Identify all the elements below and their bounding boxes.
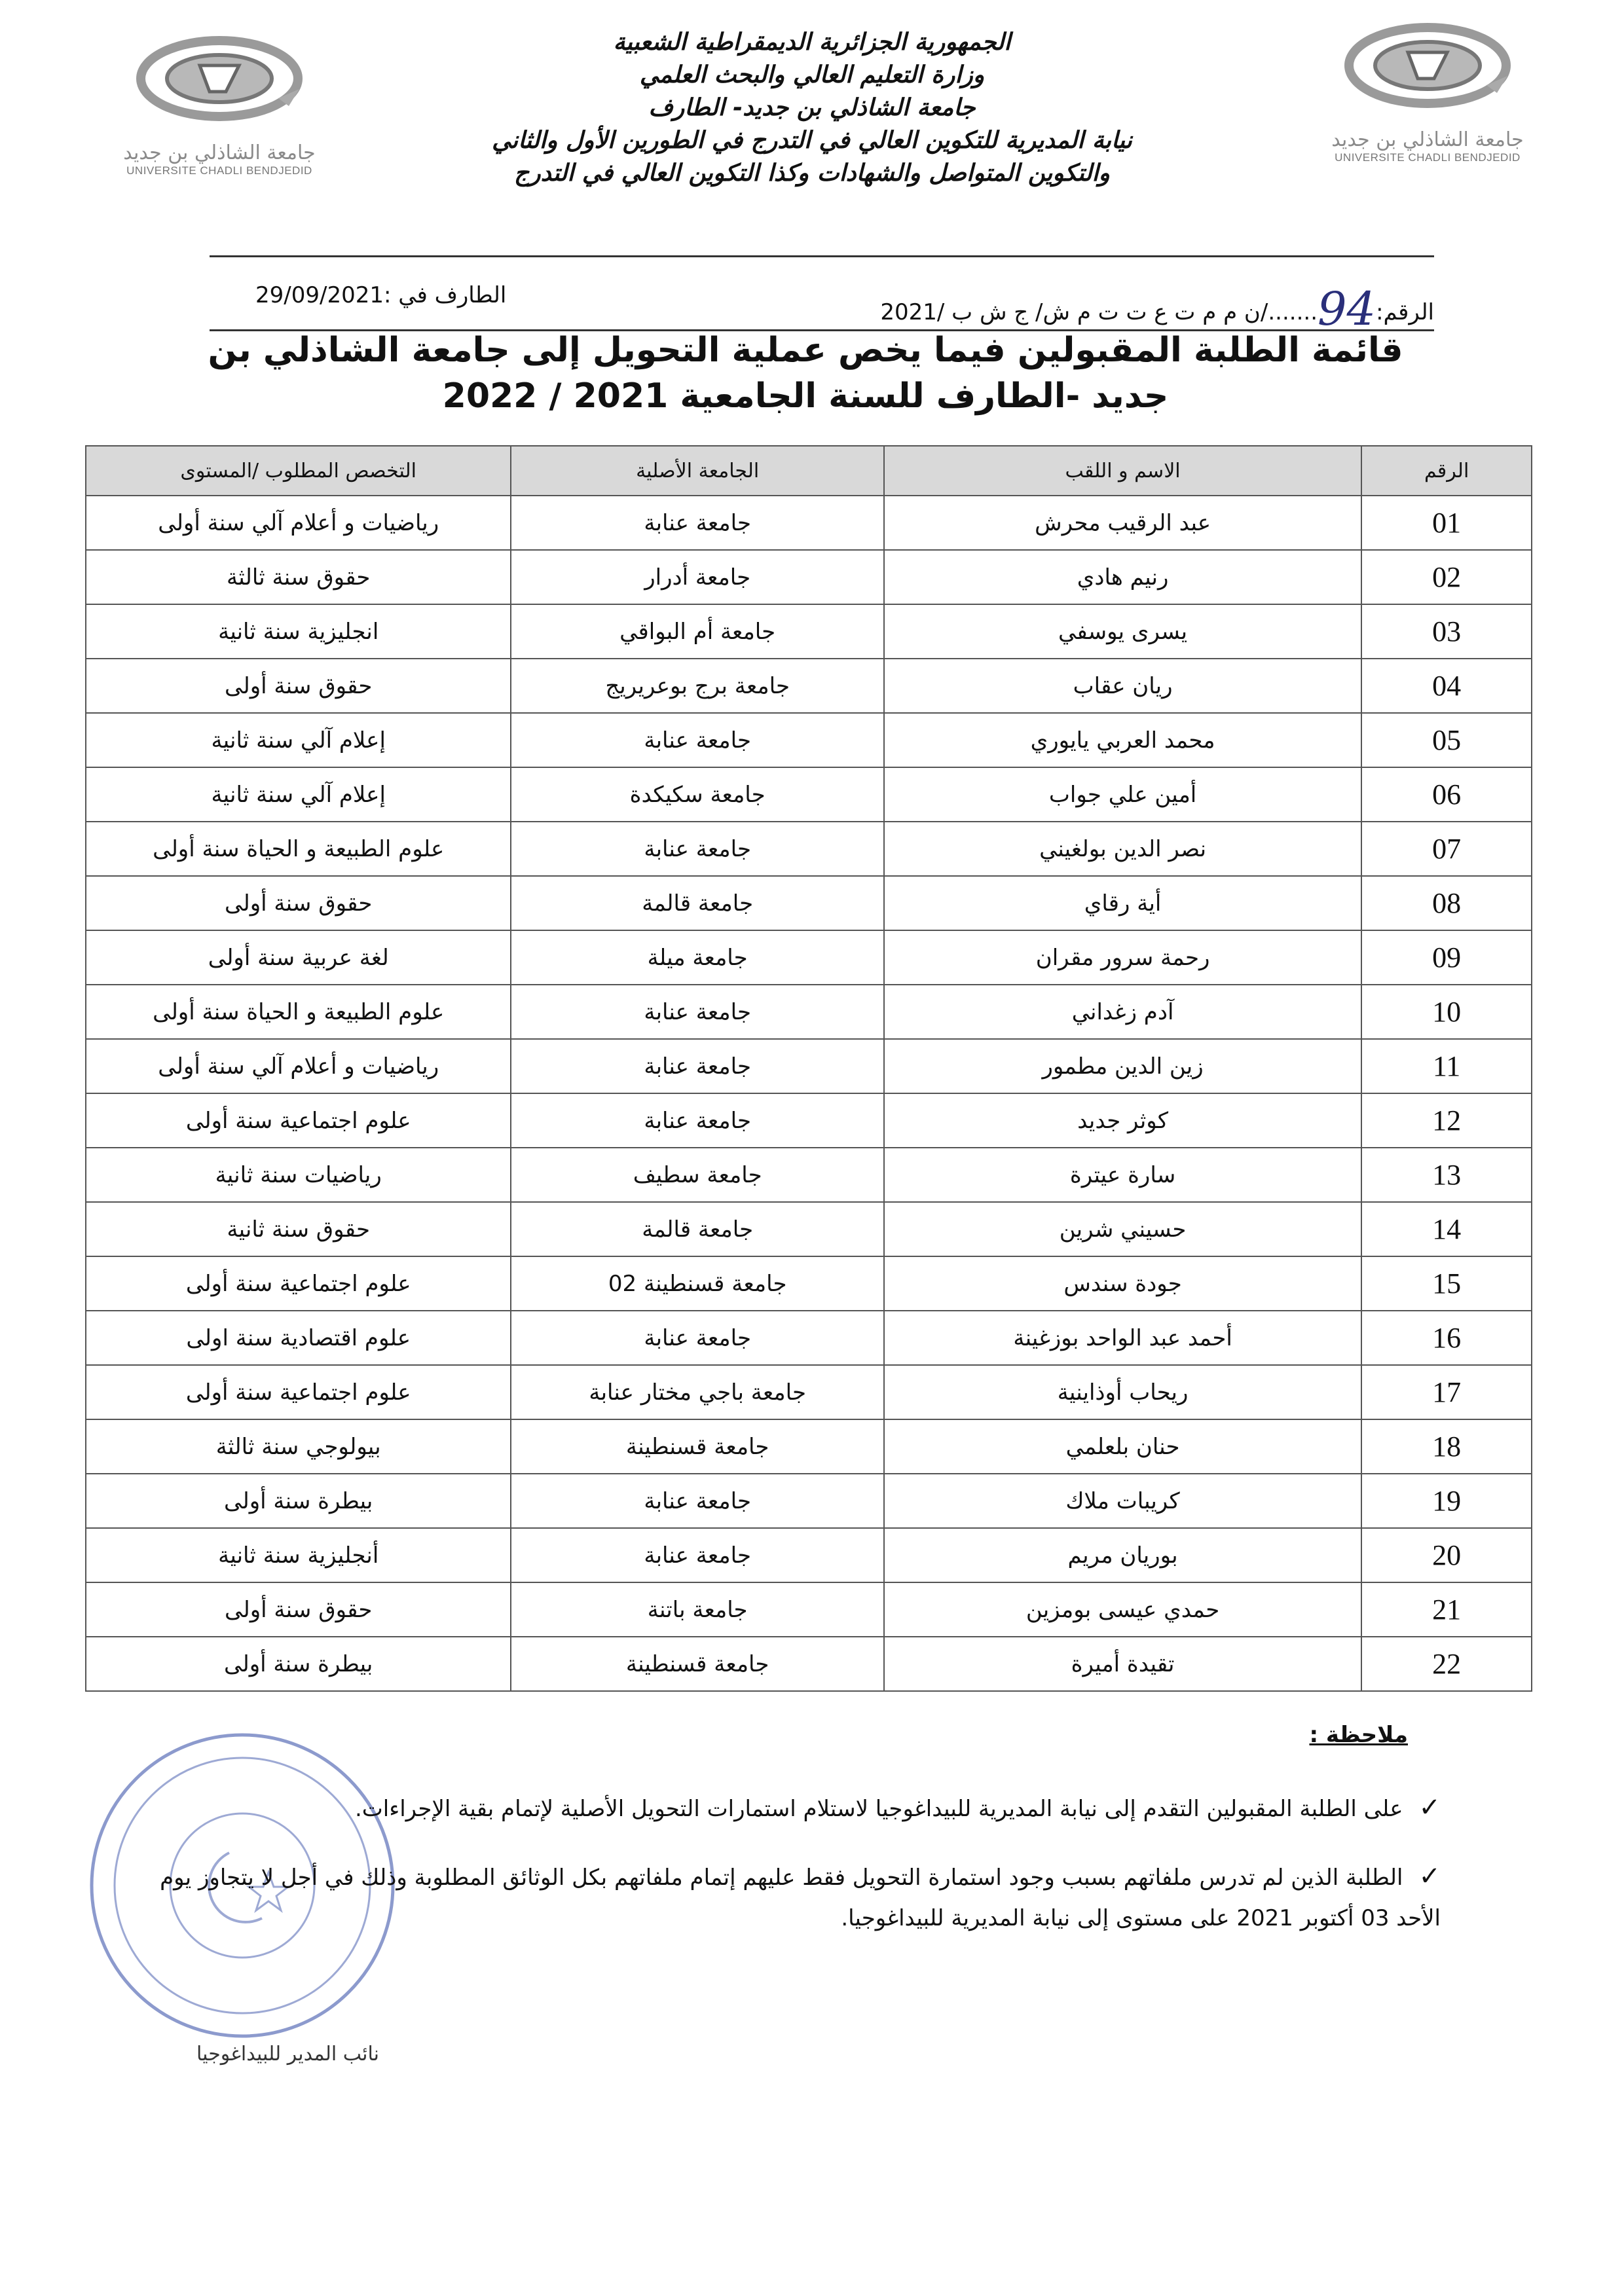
- origin-university: جامعة عنابة: [511, 1474, 884, 1528]
- student-name: آدم زغداني: [884, 985, 1361, 1039]
- reference-number: [880, 277, 1434, 336]
- requested-specialty: علوم اجتماعية سنة أولى: [86, 1093, 511, 1148]
- student-name: محمد العربي يايوري: [884, 713, 1361, 767]
- student-name: أحمد عبد الواحد بوزغينة: [884, 1311, 1361, 1365]
- origin-university: جامعة قسنطينة: [511, 1637, 884, 1691]
- university-emblem-icon: [128, 26, 311, 137]
- row-number: 15: [1361, 1256, 1532, 1311]
- university-emblem-icon: [1336, 13, 1519, 124]
- table-row: [86, 1419, 1532, 1474]
- origin-university: جامعة برج بوعريريج: [511, 659, 884, 713]
- origin-university: جامعة عنابة: [511, 1039, 884, 1093]
- student-name: حمدي عيسى بومزين: [884, 1582, 1361, 1637]
- table-row: [86, 1582, 1532, 1637]
- document-date: الطارف في :29/09/2021: [255, 282, 507, 308]
- reference-code: ......./ن م م ت ع ت ت م ش/ ج ش ب /2021: [880, 299, 1318, 325]
- table-row: [86, 1637, 1532, 1691]
- title-line-1: قائمة الطلبة المقبولين فيما يخص عملية التحويل إلى جامعة الشاذلي بن: [208, 331, 1403, 370]
- requested-specialty: رياضيات سنة ثانية: [86, 1148, 511, 1202]
- logo-french-name: UNIVERSITE CHADLI BENDJEDID: [1335, 151, 1521, 164]
- header-republic: الجمهورية الجزائرية الديمقراطية الشعبية: [613, 29, 1011, 56]
- student-name: زين الدين مطمور: [884, 1039, 1361, 1093]
- table-row: [86, 822, 1532, 876]
- table-row: [86, 550, 1532, 604]
- table-row: [86, 604, 1532, 659]
- origin-university: جامعة عنابة: [511, 713, 884, 767]
- requested-specialty: إعلام آلي سنة ثانية: [86, 713, 511, 767]
- origin-university: جامعة عنابة: [511, 1528, 884, 1582]
- student-name: رنيم هادي: [884, 550, 1361, 604]
- student-name: أية رقاي: [884, 876, 1361, 930]
- table-row: [86, 496, 1532, 550]
- requested-specialty: حقوق سنة أولى: [86, 1582, 511, 1637]
- table-row: [86, 1202, 1532, 1256]
- origin-university: جامعة أدرار: [511, 550, 884, 604]
- row-number: 07: [1361, 822, 1532, 876]
- student-name: يسرى يوسفي: [884, 604, 1361, 659]
- row-number: 22: [1361, 1637, 1532, 1691]
- header-directorate-cont: والتكوين المتواصل والشهادات وكذا التكوين العالي في التدرج: [514, 160, 1110, 187]
- origin-university: جامعة عنابة: [511, 1093, 884, 1148]
- requested-specialty: علوم اجتماعية سنة أولى: [86, 1365, 511, 1419]
- requested-specialty: علوم اجتماعية سنة أولى: [86, 1256, 511, 1311]
- row-number: 04: [1361, 659, 1532, 713]
- student-name: حنان بلعلمي: [884, 1419, 1361, 1474]
- origin-university: جامعة قالمة: [511, 1202, 884, 1256]
- logo-arabic-name: جامعة الشاذلي بن جديد: [1331, 128, 1524, 151]
- table-row: [86, 1093, 1532, 1148]
- requested-specialty: لغة عربية سنة أولى: [86, 930, 511, 985]
- requested-specialty: رياضيات و أعلام آلي سنة أولى: [86, 1039, 511, 1093]
- row-number: 13: [1361, 1148, 1532, 1202]
- requested-specialty: بيولوجي سنة ثالثة: [86, 1419, 511, 1474]
- requested-specialty: علوم اقتصادية سنة اولى: [86, 1311, 511, 1365]
- row-number: 09: [1361, 930, 1532, 985]
- student-name: جودة سندس: [884, 1256, 1361, 1311]
- origin-university: جامعة أم البواقي: [511, 604, 884, 659]
- checkmark-icon: ✓: [1418, 1793, 1441, 1823]
- table-row: [86, 659, 1532, 713]
- reference-line: [210, 255, 1434, 336]
- table-row: [86, 1256, 1532, 1311]
- table-row: [86, 1474, 1532, 1528]
- document-title: [183, 327, 1428, 419]
- reference-prefix: الرقم:: [1376, 299, 1434, 325]
- row-number: 01: [1361, 496, 1532, 550]
- student-name: سارة عيترة: [884, 1148, 1361, 1202]
- student-name: تقيدة أميرة: [884, 1637, 1361, 1691]
- university-logo-right: [1323, 13, 1532, 183]
- row-number: 21: [1361, 1582, 1532, 1637]
- requested-specialty: بيطرة سنة أولى: [86, 1474, 511, 1528]
- row-number: 10: [1361, 985, 1532, 1039]
- checkmark-icon: ✓: [1418, 1861, 1441, 1891]
- row-number: 05: [1361, 713, 1532, 767]
- row-number: 19: [1361, 1474, 1532, 1528]
- student-name: عبد الرقيب محرش: [884, 496, 1361, 550]
- requested-specialty: إعلام آلي سنة ثانية: [86, 767, 511, 822]
- table-body: [86, 496, 1532, 1691]
- logo-arabic-name: جامعة الشاذلي بن جديد: [123, 141, 316, 164]
- student-name: رحمة سرور مقران: [884, 930, 1361, 985]
- requested-specialty: علوم الطبيعة و الحياة سنة أولى: [86, 822, 511, 876]
- header-number: الرقم: [1361, 446, 1532, 496]
- student-name: حسيني شرين: [884, 1202, 1361, 1256]
- note-item: [144, 1787, 1441, 1829]
- row-number: 12: [1361, 1093, 1532, 1148]
- header-specialty: التخصص المطلوب /المستوى: [86, 446, 511, 496]
- origin-university: جامعة عنابة: [511, 985, 884, 1039]
- origin-university: جامعة ميلة: [511, 930, 884, 985]
- origin-university: جامعة قسنطينة: [511, 1419, 884, 1474]
- origin-university: جامعة عنابة: [511, 822, 884, 876]
- origin-university: جامعة باجي مختار عنابة: [511, 1365, 884, 1419]
- origin-university: جامعة قسنطينة 02: [511, 1256, 884, 1311]
- note-item: [144, 1856, 1441, 1939]
- university-logo-left: [115, 26, 324, 196]
- header-name: الاسم و اللقب: [884, 446, 1361, 496]
- header-university: الجامعة الأصلية: [511, 446, 884, 496]
- title-line-2: جديد -الطارف للسنة الجامعية 2021 / 2022: [442, 376, 1169, 416]
- handwritten-number: 94: [1318, 282, 1376, 336]
- row-number: 08: [1361, 876, 1532, 930]
- requested-specialty: حقوق سنة ثانية: [86, 1202, 511, 1256]
- student-name: كريبات ملاك: [884, 1474, 1361, 1528]
- requested-specialty: بيطرة سنة أولى: [86, 1637, 511, 1691]
- table-row: [86, 985, 1532, 1039]
- requested-specialty: حقوق سنة ثالثة: [86, 550, 511, 604]
- student-name: أمين علي جواب: [884, 767, 1361, 822]
- row-number: 06: [1361, 767, 1532, 822]
- row-number: 14: [1361, 1202, 1532, 1256]
- row-number: 03: [1361, 604, 1532, 659]
- note-text: الطلبة الذين لم تدرس ملفاتهم بسبب وجود استمارة التحويل فقط عليهم إتمام ملفاتهم بكل الوثائق المطلوبة وذلك في أجل لا يتجاوز يوم الأحد 03 أكتوبر 2021 على مستوى إلى نيابة المديرية للبيداغوجيا.: [160, 1865, 1441, 1931]
- row-number: 17: [1361, 1365, 1532, 1419]
- header-university: جامعة الشاذلي بن جديد- الطارف: [648, 94, 976, 121]
- student-name: ريحاب أوذاينية: [884, 1365, 1361, 1419]
- table-row: [86, 1365, 1532, 1419]
- table-row: [86, 1148, 1532, 1202]
- signature-title: نائب المدير للبيداغوجيا: [196, 2043, 380, 2066]
- student-name: بوريان مريم: [884, 1528, 1361, 1582]
- row-number: 16: [1361, 1311, 1532, 1365]
- table-row: [86, 930, 1532, 985]
- requested-specialty: حقوق سنة أولى: [86, 659, 511, 713]
- requested-specialty: انجليزية سنة ثانية: [86, 604, 511, 659]
- student-name: ريان عقاب: [884, 659, 1361, 713]
- notes-label: ملاحظة :: [1309, 1722, 1408, 1748]
- row-number: 20: [1361, 1528, 1532, 1582]
- origin-university: جامعة باتنة: [511, 1582, 884, 1637]
- logo-french-name: UNIVERSITE CHADLI BENDJEDID: [126, 164, 312, 177]
- origin-university: جامعة عنابة: [511, 496, 884, 550]
- origin-university: جامعة سكيكدة: [511, 767, 884, 822]
- row-number: 18: [1361, 1419, 1532, 1474]
- document-header: [367, 26, 1257, 190]
- origin-university: جامعة قالمة: [511, 876, 884, 930]
- table-row: [86, 876, 1532, 930]
- requested-specialty: أنجليزية سنة ثانية: [86, 1528, 511, 1582]
- row-number: 11: [1361, 1039, 1532, 1093]
- table-header-row: [86, 446, 1532, 496]
- table-row: [86, 1311, 1532, 1365]
- table-row: [86, 767, 1532, 822]
- table-row: [86, 1039, 1532, 1093]
- students-table: [85, 445, 1532, 1692]
- header-ministry: وزارة التعليم العالي والبحث العلمي: [639, 62, 985, 88]
- table-row: [86, 713, 1532, 767]
- note-text: على الطلبة المقبولين التقدم إلى نيابة المديرية للبيداغوجيا لاستلام استمارات التحويل الأصلية لإتمام بقية الإجراءات.: [354, 1796, 1403, 1822]
- requested-specialty: رياضيات و أعلام آلي سنة أولى: [86, 496, 511, 550]
- requested-specialty: علوم الطبيعة و الحياة سنة أولى: [86, 985, 511, 1039]
- student-name: نصر الدين بولغيني: [884, 822, 1361, 876]
- table-row: [86, 1528, 1532, 1582]
- origin-university: جامعة سطيف: [511, 1148, 884, 1202]
- header-directorate: نيابة المديرية للتكوين العالي في التدرج في الطورين الأول والثاني: [492, 127, 1132, 154]
- student-name: كوثر جديد: [884, 1093, 1361, 1148]
- row-number: 02: [1361, 550, 1532, 604]
- requested-specialty: حقوق سنة أولى: [86, 876, 511, 930]
- origin-university: جامعة عنابة: [511, 1311, 884, 1365]
